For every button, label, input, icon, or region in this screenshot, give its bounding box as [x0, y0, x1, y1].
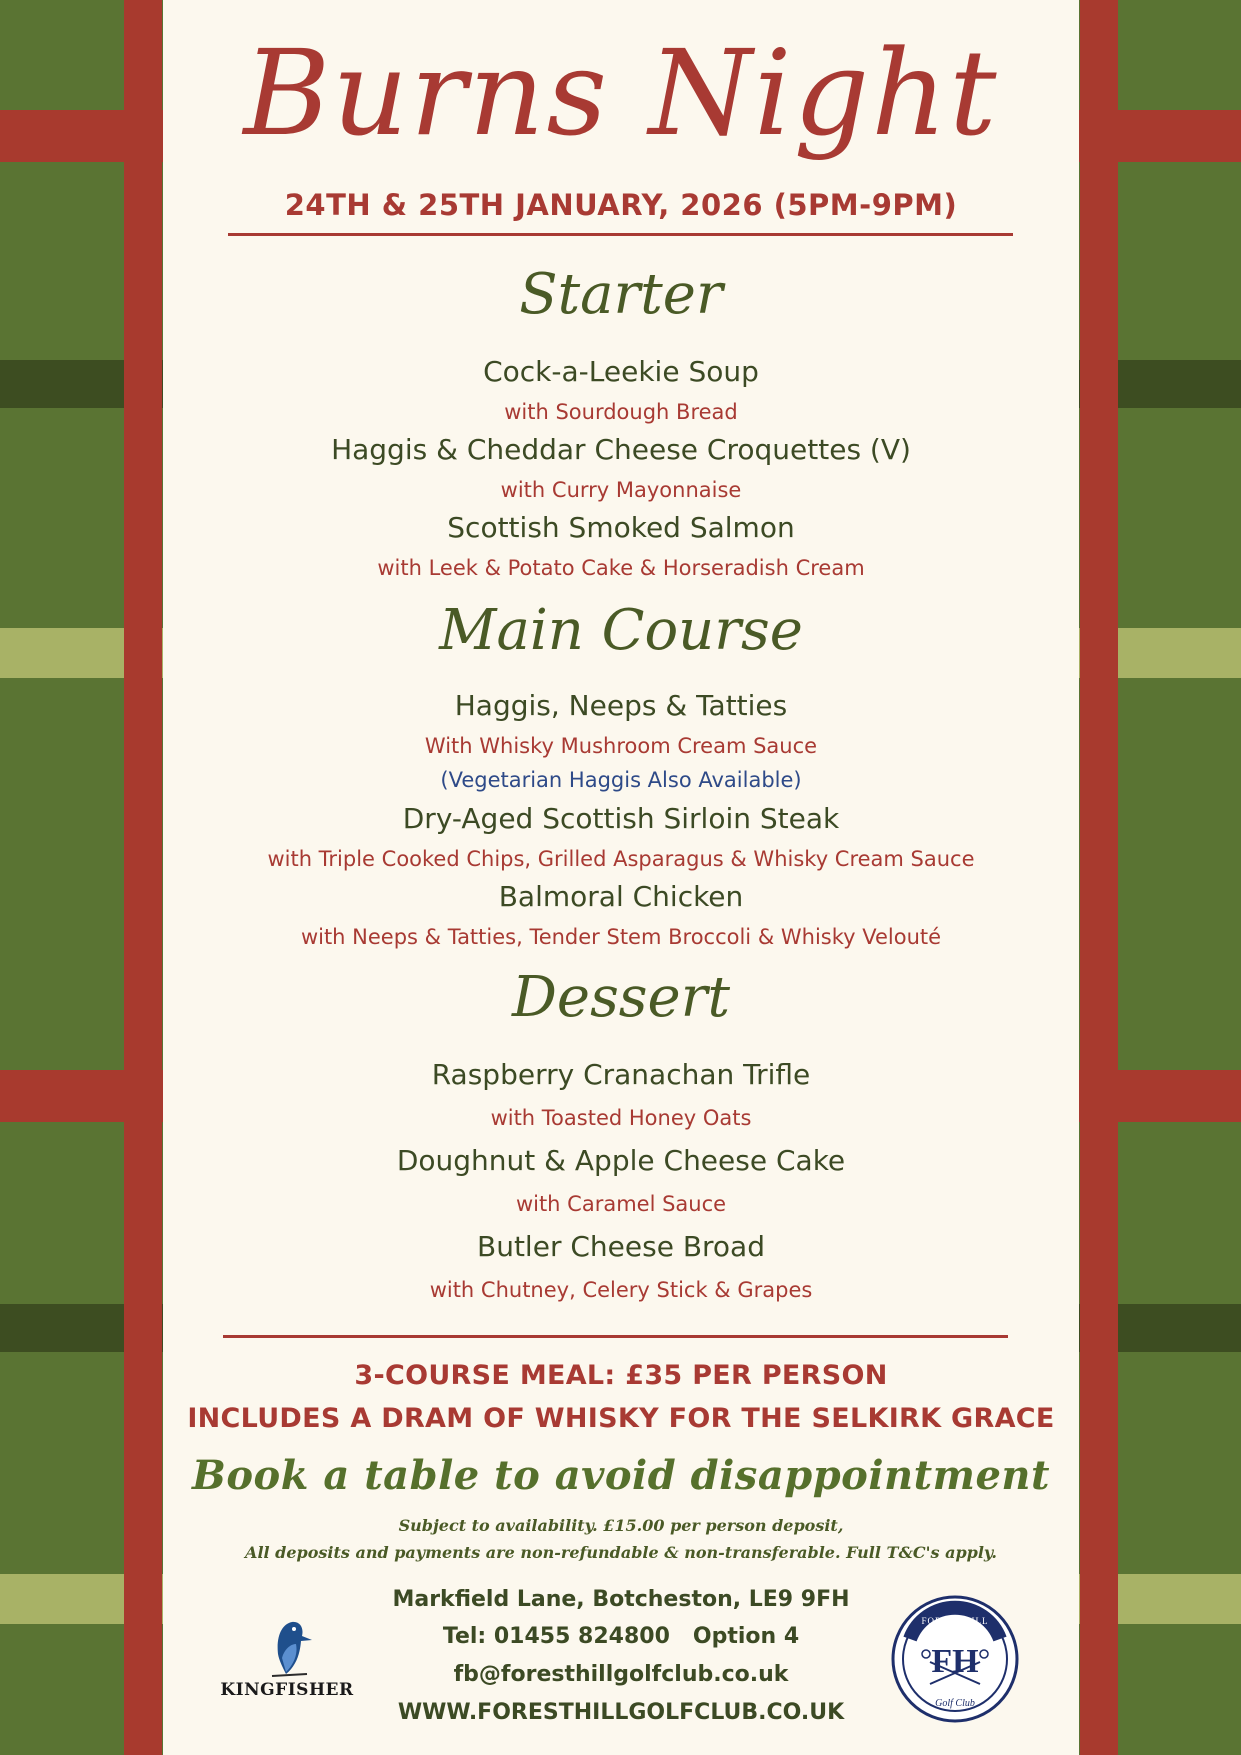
dessert-dish-name: Raspberry Cranachan Trifle	[431, 1058, 811, 1091]
tartan-stripe	[1080, 0, 1118, 1755]
tartan-stripe	[124, 0, 162, 1755]
crest-ring-text: FOREST HILL	[921, 1616, 989, 1626]
main-dish-name: Haggis, Neeps & Tatties	[454, 689, 788, 722]
menu-panel	[163, 0, 1079, 1755]
booking-cta: Book a table to avoid disappointment	[192, 1452, 1050, 1499]
starter-dish-desc: with Curry Mayonnaise	[500, 478, 742, 502]
event-title: Burns Night	[243, 24, 999, 162]
vegetarian-note: (Vegetarian Haggis Also Available)	[440, 768, 802, 792]
kingfisher-wordmark: KINGFISHER	[220, 1680, 354, 1700]
dessert-dish-desc: with Chutney, Celery Stick & Grapes	[429, 1278, 813, 1302]
main-dish-name: Balmoral Chicken	[498, 880, 744, 913]
phone-number[interactable]: Tel: 01455 824800 Option 4	[442, 1624, 800, 1649]
main-dish-desc: with Triple Cooked Chips, Grilled Asparagus & Whisky Cream Sauce	[267, 847, 975, 871]
dessert-heading: Dessert	[512, 965, 730, 1030]
website-link[interactable]: WWW.FORESTHILLGOLFCLUB.CO.UK	[397, 1700, 845, 1725]
dessert-dish-desc: with Caramel Sauce	[515, 1192, 727, 1216]
crest-monogram: FH	[931, 1643, 979, 1680]
main-dish-name: Dry-Aged Scottish Sirloin Steak	[402, 802, 840, 835]
starter-dish-name: Scottish Smoked Salmon	[447, 511, 795, 544]
terms-line: All deposits and payments are non-refundable & non-transferable. Full T&C's apply.	[245, 1543, 997, 1562]
event-dates: 24TH & 25TH JANUARY, 2026 (5PM-9PM)	[284, 188, 958, 222]
dessert-dish-name: Doughnut & Apple Cheese Cake	[396, 1144, 846, 1177]
golf-club-crest-icon	[890, 1594, 1020, 1724]
whisky-line: INCLUDES A DRAM OF WHISKY FOR THE SELKIRK GRACE	[187, 1403, 1055, 1434]
address: Markfield Lane, Botcheston, LE9 9FH	[392, 1587, 850, 1612]
starter-dish-name: Cock-a-Leekie Soup	[483, 355, 759, 388]
crest-subtext: Golf Club	[935, 1698, 975, 1709]
starter-dish-name: Haggis & Cheddar Cheese Croquettes (V)	[331, 433, 911, 466]
footer-divider	[223, 1335, 1008, 1338]
email-link[interactable]: fb@foresthillgolfclub.co.uk	[453, 1662, 789, 1687]
price-line: 3-COURSE MEAL: £35 PER PERSON	[354, 1360, 888, 1391]
terms-line: Subject to availability. £15.00 per person deposit,	[398, 1516, 844, 1535]
main-dish-desc: With Whisky Mushroom Cream Sauce	[424, 734, 818, 758]
kingfisher-logo	[212, 1614, 362, 1724]
starter-heading: Starter	[519, 262, 723, 327]
kingfisher-bird-icon	[212, 1614, 362, 1684]
dessert-dish-name: Butler Cheese Broad	[477, 1230, 765, 1263]
golf-club-crest	[890, 1594, 1020, 1724]
starter-dish-desc: with Sourdough Bread	[504, 400, 738, 424]
main-dish-desc: with Neeps & Tatties, Tender Stem Broccoli & Whisky Velouté	[300, 925, 942, 949]
starter-dish-desc: with Leek & Potato Cake & Horseradish Cream	[377, 556, 865, 580]
main-course-heading: Main Course	[439, 598, 803, 663]
dessert-dish-desc: with Toasted Honey Oats	[490, 1106, 752, 1130]
header-divider	[228, 233, 1013, 236]
